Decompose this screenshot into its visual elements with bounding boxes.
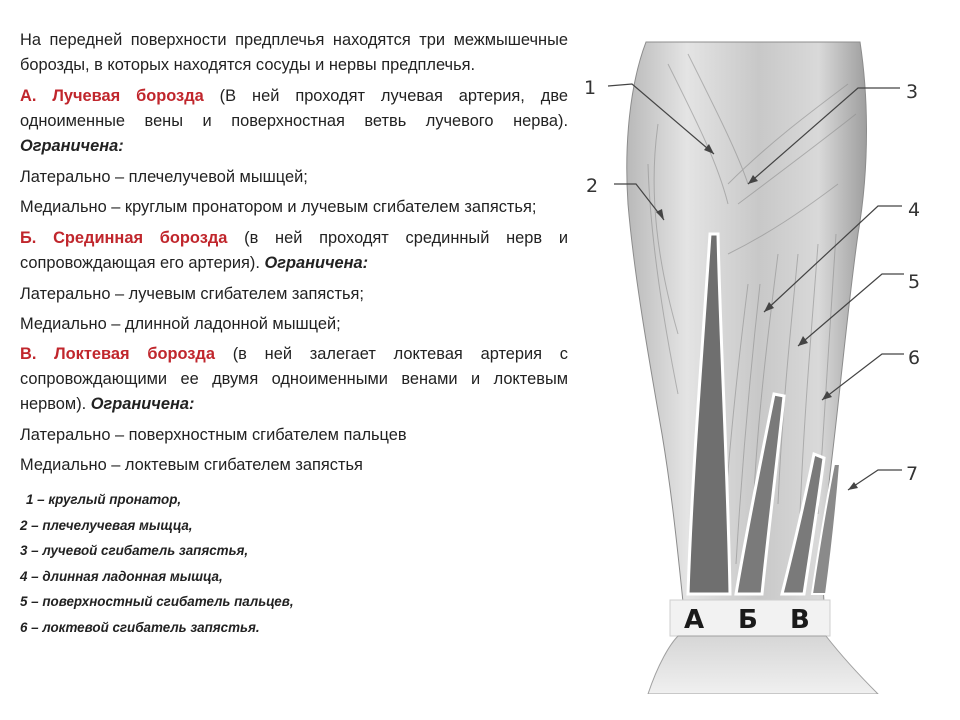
median-groove-text: (в ней проходят срединный нерв и сопровождающая его артерия). bbox=[20, 229, 569, 272]
groove-label-v: В bbox=[790, 605, 810, 635]
callout-1: 1 bbox=[584, 77, 597, 99]
ulnar-groove-medial: Медиально – локтевым сгибателем запястья bbox=[20, 456, 363, 474]
hand-shape bbox=[648, 636, 878, 694]
legend-item: 3 – лучевой сгибатель запястья, bbox=[20, 543, 249, 559]
callout-7: 7 bbox=[906, 463, 919, 485]
radial-groove-bounded: Ограничена: bbox=[20, 137, 124, 155]
radial-groove-paragraph bbox=[20, 84, 568, 159]
ulnar-groove-text: (в ней залегает локтевая артерия с сопровождающими ее двумя одноименными венами и локтевым нервом). bbox=[20, 345, 569, 413]
legend-item: 4 – длинная ладонная мышца, bbox=[20, 568, 223, 584]
median-groove-lateral: Латерально – лучевым сгибателем запястья; bbox=[20, 285, 364, 303]
radial-groove-text: (В ней проходят лучевая артерия, две одноименные вены и поверхностная ветвь лучевого нерва). bbox=[20, 87, 568, 130]
intro-paragraph: На передней поверхности предплечья находятся три межмышечные борозды, в которых находятся сосуды и нервы предплечья. bbox=[20, 31, 568, 74]
forearm-svg bbox=[578, 34, 960, 694]
radial-groove-title: А. Лучевая борозда bbox=[20, 87, 204, 105]
legend-item: 5 – поверхностный сгибатель пальцев, bbox=[20, 594, 294, 610]
callout-4: 4 bbox=[908, 199, 921, 221]
groove-label-b: Б bbox=[738, 605, 758, 635]
text-column bbox=[20, 28, 568, 641]
legend-item: 1 – круглый пронатор, bbox=[26, 492, 182, 507]
forearm-illustration bbox=[578, 34, 960, 694]
legend-item: 2 – плечелучевая мыщца, bbox=[20, 517, 193, 533]
ulnar-groove-paragraph bbox=[20, 342, 568, 417]
legend-item: 6 – локтевой сгибатель запястья. bbox=[20, 619, 260, 635]
callout-5: 5 bbox=[908, 271, 921, 293]
ulnar-groove-lateral: Латерально – поверхностным сгибателем пальцев bbox=[20, 426, 407, 444]
callout-3: 3 bbox=[906, 81, 919, 103]
median-groove-bounded: Ограничена: bbox=[264, 254, 369, 272]
radial-groove-lateral: Латерально – плечелучевой мышцей; bbox=[20, 168, 308, 186]
ulnar-groove-title: В. Локтевая борозда bbox=[20, 345, 215, 363]
groove-label-a: А bbox=[684, 605, 705, 635]
muscle-legend bbox=[20, 487, 568, 641]
median-groove-paragraph bbox=[20, 226, 568, 276]
median-groove-medial: Медиально – длинной ладонной мышцей; bbox=[20, 315, 341, 333]
radial-groove-medial: Медиально – круглым пронатором и лучевым сгибателем запястья; bbox=[20, 198, 537, 216]
ulnar-groove-bounded: Ограничена: bbox=[90, 395, 195, 413]
median-groove-title: Б. Срединная борозда bbox=[20, 229, 228, 247]
callout-2: 2 bbox=[586, 175, 599, 197]
callout-6: 6 bbox=[908, 347, 921, 369]
